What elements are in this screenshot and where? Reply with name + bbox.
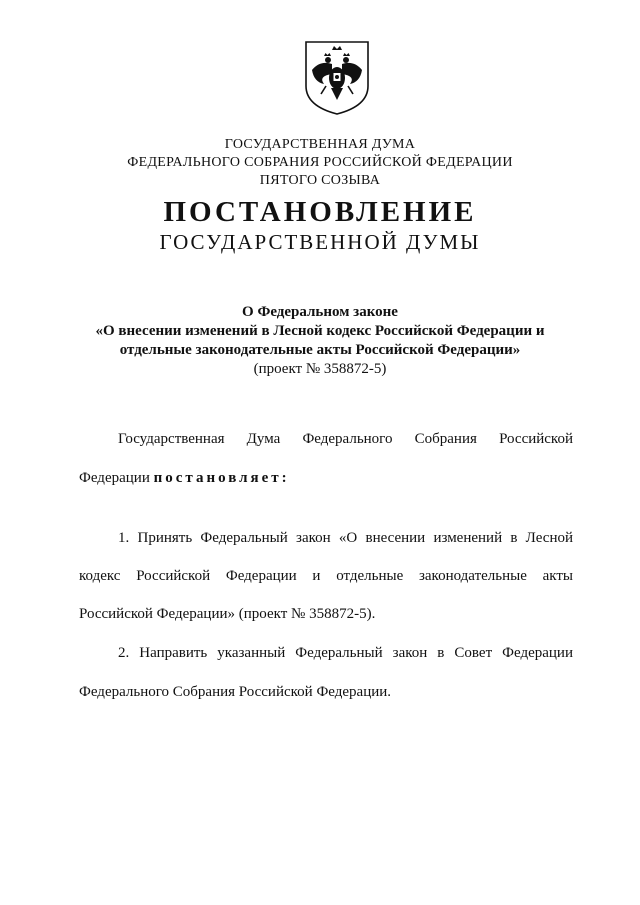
- document-title: ПОСТАНОВЛЕНИЕ: [163, 196, 477, 228]
- state-emblem-icon: [302, 40, 372, 116]
- header-line-duma: ГОСУДАРСТВЕННАЯ ДУМА: [224, 137, 416, 152]
- item-1-line-3: Российской Федерации» (проект № 358872-5).: [79, 606, 376, 622]
- item-2-line-1: 2. Направить указанный Федеральный закон в Совет Федерации: [118, 645, 573, 661]
- intro-line-2: [79, 470, 573, 487]
- item-1-line-2: кодекс Российской Федерации и отдельные законодательные акты: [79, 568, 573, 584]
- subject-project-number: (проект № 358872-5): [253, 361, 387, 377]
- intro-line-1: Государственная Дума Федерального Собрания Российской: [118, 431, 573, 447]
- intro-line-2-start: Федерации: [79, 470, 154, 486]
- subject-line-3: отдельные законодательные акты Российской Федерации»: [119, 342, 521, 358]
- subject-line-2: «О внесении изменений в Лесной кодекс Российской Федерации и: [95, 323, 545, 339]
- subject-line-1: О Федеральном законе: [242, 304, 398, 320]
- resolves-word: постановляет:: [153, 470, 290, 486]
- header-line-assembly: ФЕДЕРАЛЬНОГО СОБРАНИЯ РОССИЙСКОЙ ФЕДЕРАЦИИ: [127, 155, 513, 170]
- document-subtitle: ГОСУДАРСТВЕННОЙ ДУМЫ: [159, 230, 481, 254]
- header-line-convocation: ПЯТОГО СОЗЫВА: [259, 173, 381, 188]
- item-1-line-1: 1. Принять Федеральный закон «О внесении изменений в Лесной: [118, 530, 573, 546]
- item-2-line-2: Федерального Собрания Российской Федерации.: [79, 684, 392, 700]
